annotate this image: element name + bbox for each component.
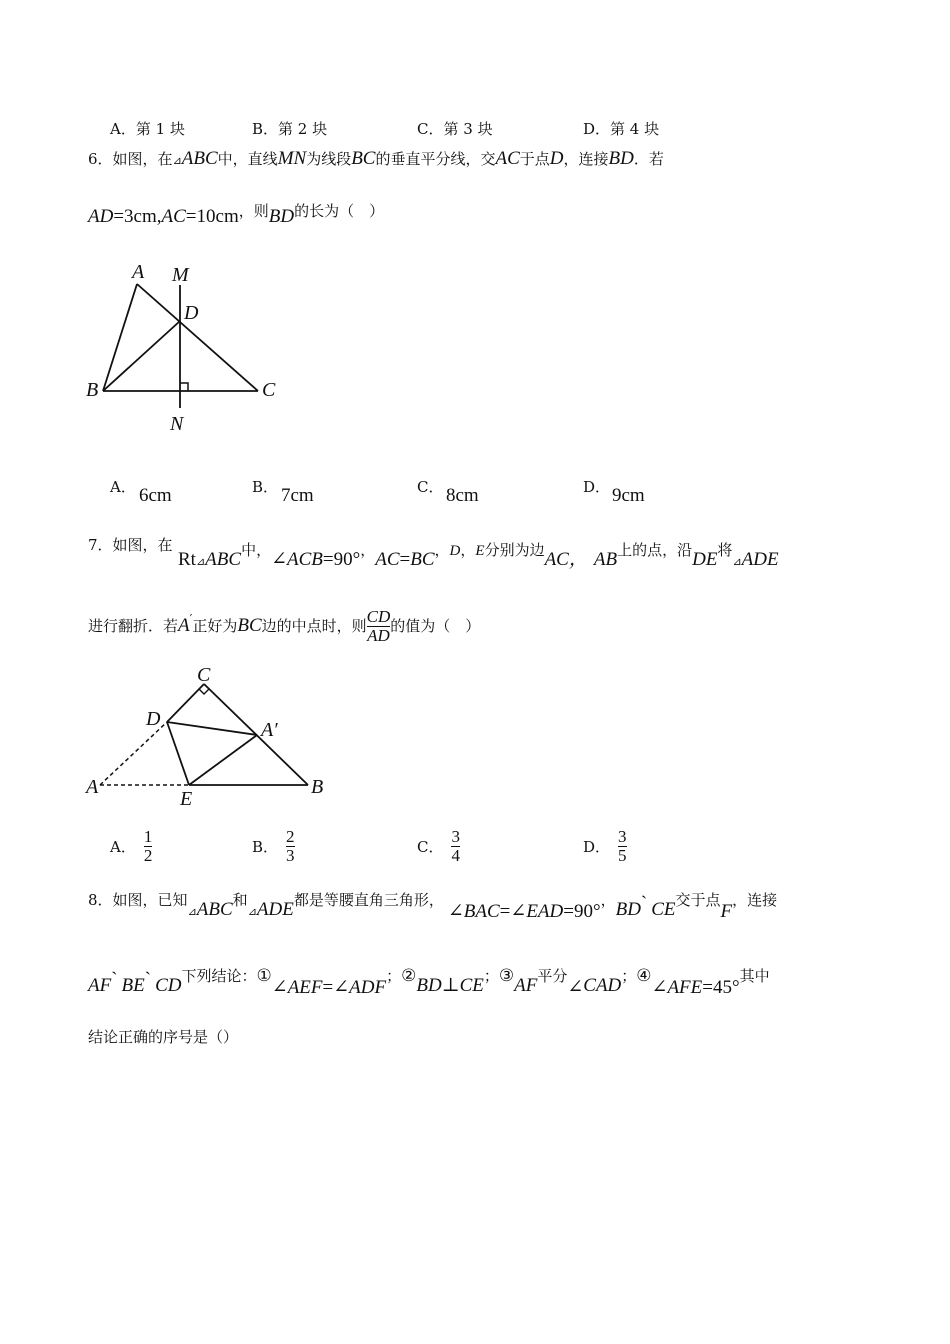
q7-figure bbox=[80, 660, 340, 810]
q7-segment-cd bbox=[167, 684, 204, 722]
q6-label-n: N bbox=[170, 413, 184, 435]
q6-right-angle-mark bbox=[180, 383, 188, 391]
q6-option-a-value: 6cm bbox=[139, 485, 172, 506]
q7-option-d: D． $\frac{3}{5}$ bbox=[583, 827, 627, 865]
q6-segment-ac bbox=[137, 284, 258, 391]
q6-option-c: C． bbox=[417, 478, 444, 496]
q7-label-c: C bbox=[197, 664, 211, 686]
q5-option-c: C．第 3 块 bbox=[417, 120, 493, 138]
q7-label-b: B bbox=[311, 776, 324, 798]
q5-option-d: D．第 4 块 bbox=[583, 120, 660, 138]
q6-option-d-value: 9cm bbox=[612, 485, 645, 506]
q7-option-a: A． $\frac{1}{2}$ bbox=[110, 827, 153, 865]
q7-stem-line1-math: Rt⊿ABC中，∠ACB=90°，AC=BC，D，E分别为边AC， AB上的点，沿DE将⊿ADE bbox=[178, 541, 779, 570]
q6-label-d: D bbox=[184, 302, 199, 324]
q6-label-c: C bbox=[262, 379, 276, 401]
q6-option-c-value: 8cm bbox=[446, 485, 479, 506]
q6-label-a: A bbox=[132, 261, 145, 283]
q7-right-angle-mark bbox=[199, 689, 209, 694]
q7-segment-ea2 bbox=[189, 735, 257, 785]
q7-option-b: B． $\frac{2}{3}$ bbox=[252, 827, 295, 865]
q6-option-b-value: 7cm bbox=[281, 485, 314, 506]
q7-segment-de bbox=[167, 722, 189, 785]
q5-option-b: B．第 2 块 bbox=[252, 120, 328, 138]
q7-stem-line2: 进行翻折．若A′正好为BC边的中点时，则 $\frac{CD}{AD}$ 的值为（ ） bbox=[88, 607, 481, 645]
q6-label-b: B bbox=[86, 379, 99, 401]
q7-segment-da2 bbox=[167, 722, 257, 735]
q8-stem-line3: 结论正确的序号是（） bbox=[88, 1028, 239, 1046]
q6-option-d: D． bbox=[583, 478, 611, 496]
q7-dashed-ad bbox=[100, 722, 167, 785]
q8-stem-line2: AF` BE` CD下列结论：①∠AEF=∠ADF；②BD⊥CE；③AF平分∠CAD；④∠AFE=45°其中 bbox=[88, 966, 770, 998]
q6-stem-line1: 6．如图，在⊿ABC中，直线MN为线段BC的垂直平分线，交AC于点D，连接BD．若 bbox=[88, 148, 664, 169]
q7-label-a-prime: A′ bbox=[261, 719, 278, 741]
q7-stem-line1: 7．如图，在 bbox=[88, 536, 173, 554]
q6-label-m: M bbox=[172, 264, 189, 286]
q7-label-a: A bbox=[86, 776, 99, 798]
q7-option-c: C． $\frac{3}{4}$ bbox=[417, 827, 460, 865]
q6-stem-line2: AD=3cm,AC=10cm，则BD的长为（ ） bbox=[88, 202, 385, 227]
q6-option-a: A． bbox=[110, 478, 136, 496]
q6-figure bbox=[80, 255, 300, 440]
q8-stem-line1: 8．如图，已知$_⊿$ABC和$_⊿$ADE都是等腰直角三角形，∠BAC=∠EAD=90°，BD` CE交于点F，连接 bbox=[88, 891, 778, 922]
q7-label-d: D bbox=[146, 708, 161, 730]
q7-label-e: E bbox=[180, 788, 193, 810]
q6-option-b: B． bbox=[252, 478, 279, 496]
q5-option-a: A．第 1 块 bbox=[110, 120, 185, 138]
q7-fraction: $\frac{CD}{AD}$ bbox=[366, 607, 391, 645]
